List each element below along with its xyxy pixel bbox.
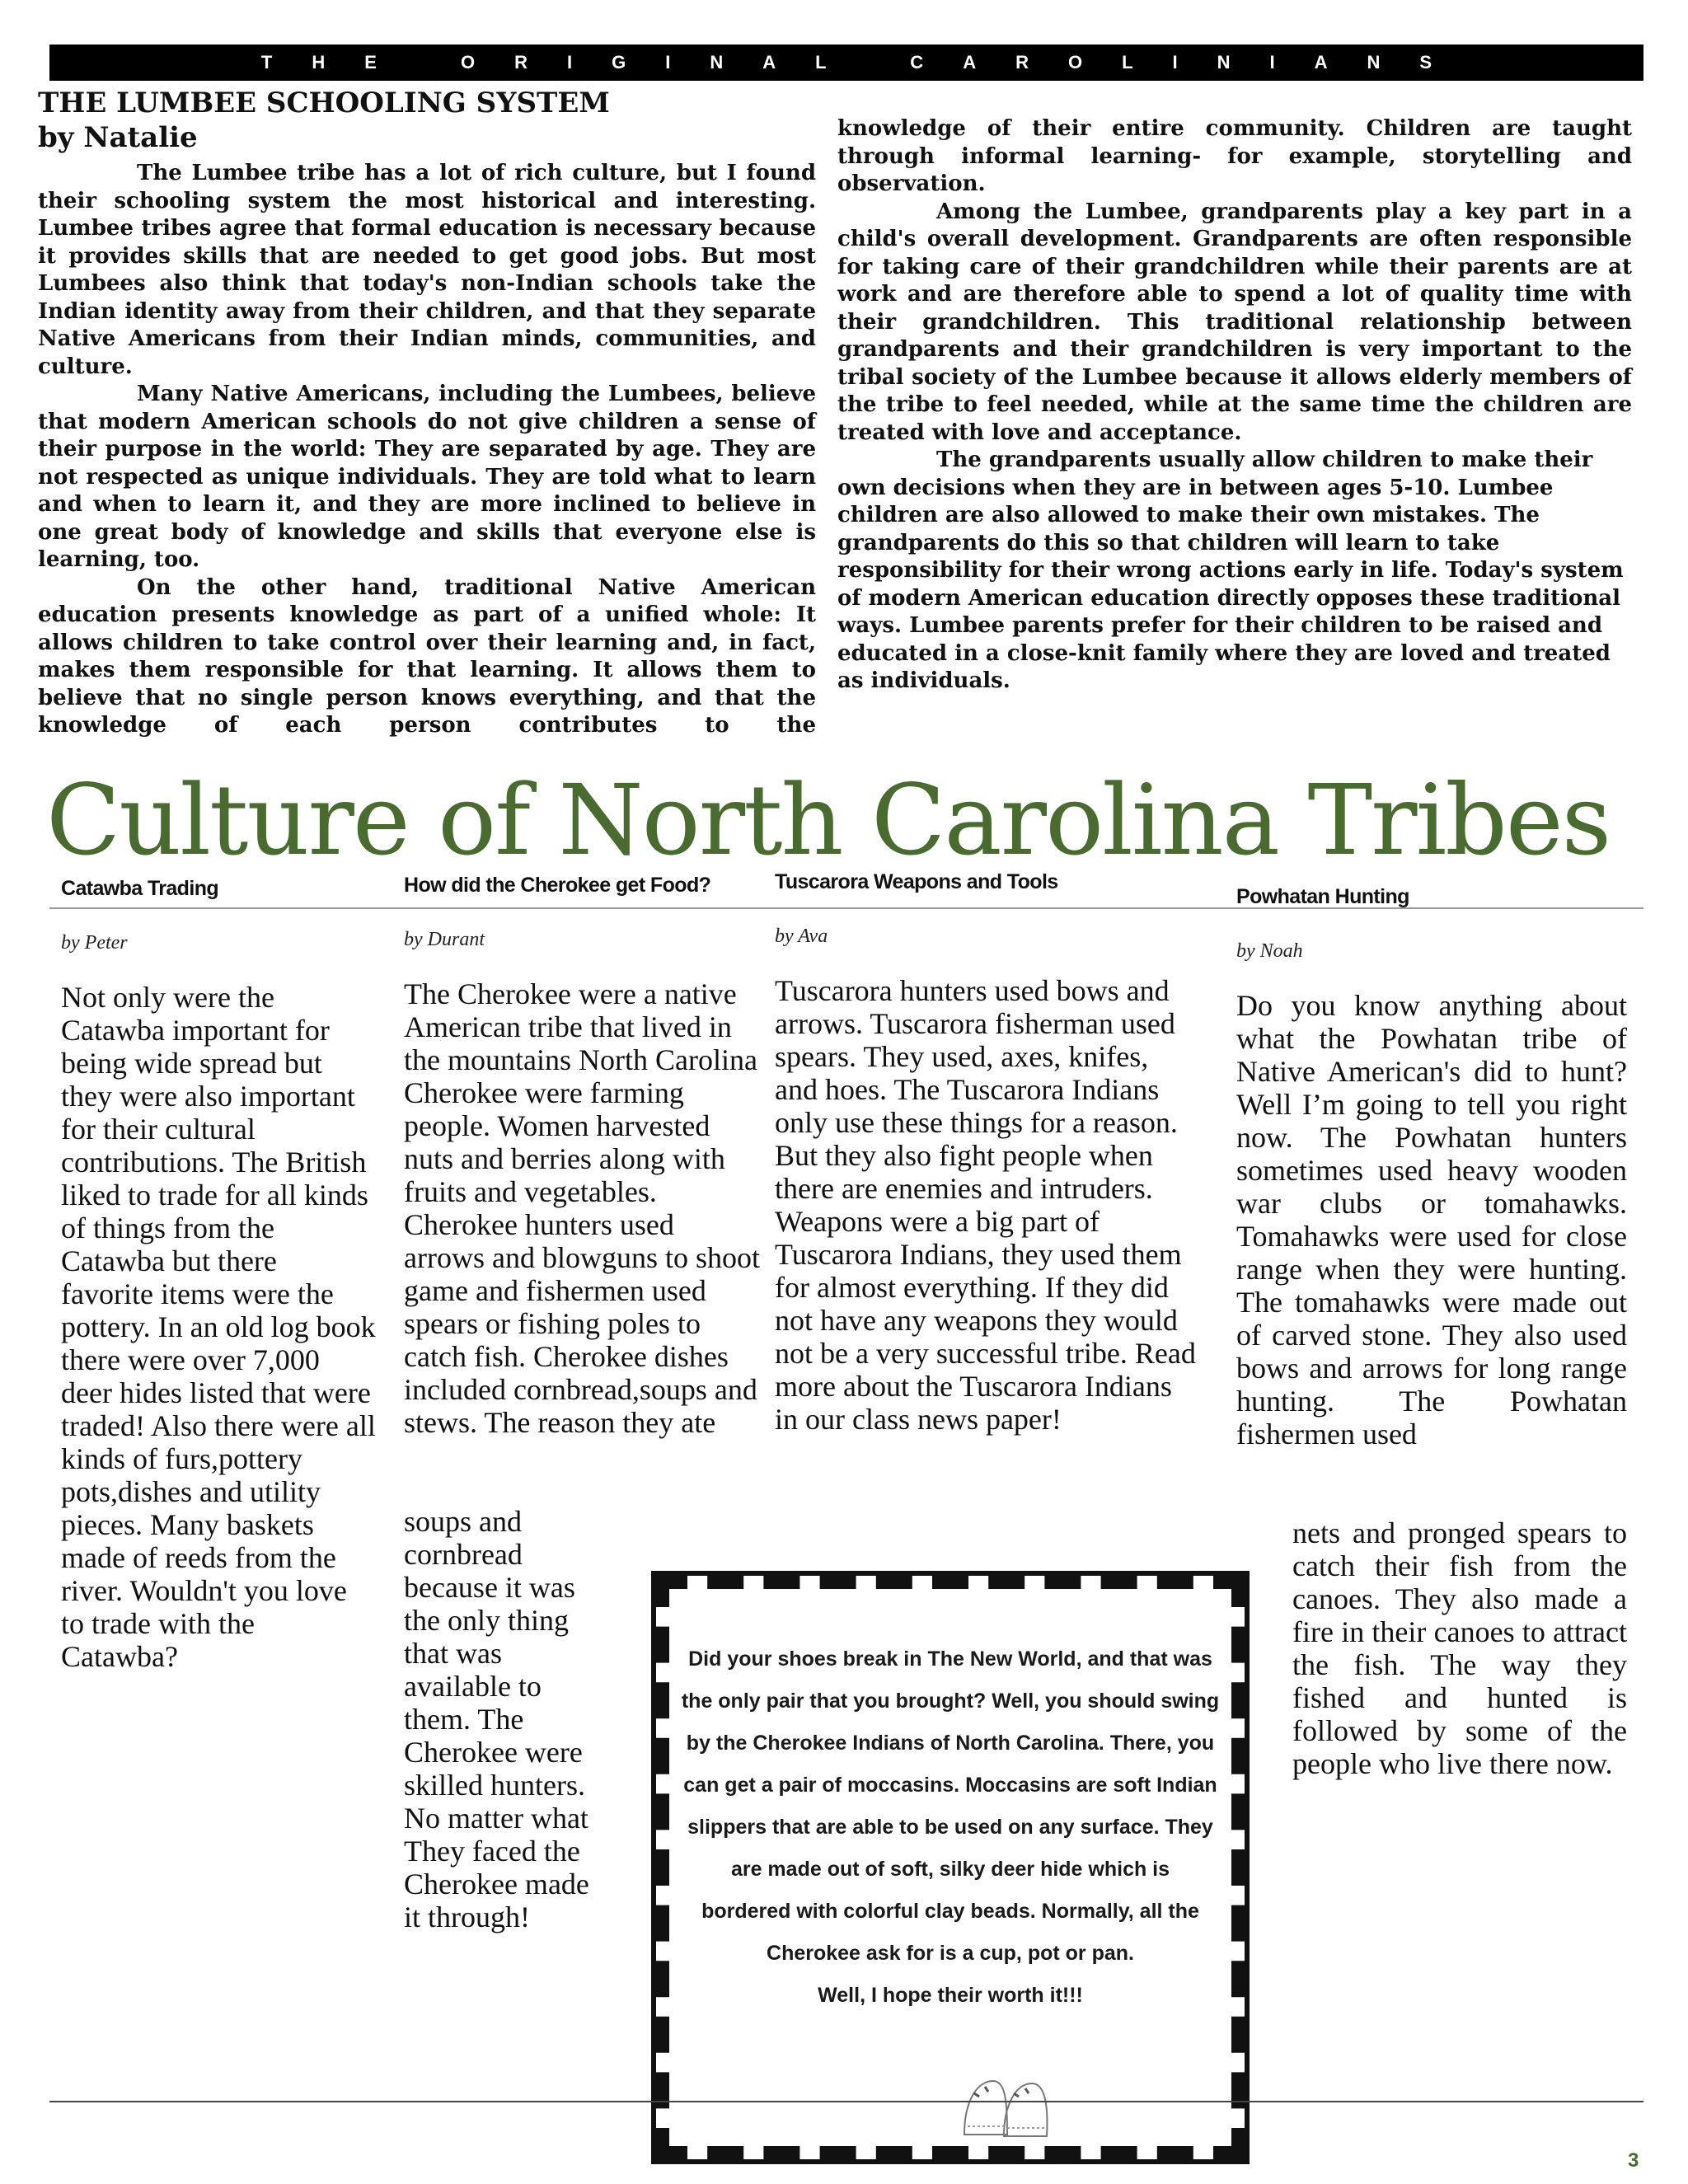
- moccasin-drawing-icon: [956, 2069, 1055, 2143]
- moccasin-line: slippers that are able to be used on any surface. They: [687, 1816, 1213, 1839]
- lumbee-title: THE LUMBEE SCHOOLING SYSTEM: [38, 87, 610, 120]
- moccasin-line: the only pair that you brought? Well, you should swing: [681, 1690, 1220, 1713]
- moccasin-sidebar-text: [666, 1638, 1235, 2017]
- top-banner: [49, 45, 1643, 81]
- cherokee-body: The Cherokee were a native American tribe that lived in the mountains North Carolina Cherokee were farming people. Women harvested nuts and berries along with fruits and vegetables. Cherokee hunters used arrows and blowguns to shoot game and fishermen used spears or fishing poles to catch fish. Cherokee dishes included cornbread,soups and stews. The reason they ate: [404, 977, 760, 1439]
- catawba-heading: Catawba Trading: [61, 877, 219, 900]
- cherokee-byline: by Durant: [404, 929, 485, 950]
- powhatan-byline: by Noah: [1236, 940, 1303, 962]
- lumbee-paragraph: The Lumbee tribe has a lot of rich culture, but I found their schooling system the most historical and interesting. Lumbee tribes agree that formal education is necessary because it provides skills that are needed to get good jobs. But most Lumbees also think that today's non-Indian schools take the Indian identity away from their children, and that they separate Native Americans from their Indian minds, communities, and culture.: [38, 161, 816, 379]
- cherokee-body-continued: soups and cornbread because it was the only thing that was available to them. The Cherokee were skilled hunters. No matter what They faced the Cherokee made it through!: [404, 1505, 589, 1933]
- banner-text: THE ORIGINAL CAROLINIANS: [260, 52, 1472, 73]
- page-number: 3: [1628, 2149, 1639, 2172]
- tuscarora-byline: by Ava: [775, 926, 828, 947]
- moccasin-line: Did your shoes break in The New World, and that was: [688, 1647, 1212, 1671]
- moccasin-line: can get a pair of moccasins. Moccasins are soft Indian: [683, 1774, 1217, 1797]
- cherokee-heading: How did the Cherokee get Food?: [404, 874, 711, 897]
- moccasin-line: bordered with colorful clay beads. Normally, all the: [701, 1900, 1199, 1923]
- catawba-body: Not only were the Catawba important for being wide spread but they were also important for their cultural contributions. The British liked to trade for all kinds of things from the Catawba but there favorite items were the pottery. In an old log book there were over 7,000 deer hides listed that were traded! Also there were all kinds of furs,pottery pots,dishes and utility pieces. Many baskets made of reeds from the river. Wouldn't you love to trade with the Catawba?: [61, 981, 376, 1673]
- lumbee-paragraph: The grandparents usually allow children to make their own decisions when they are in between ages 5-10. Lumbee children are also allowed to make their own mistakes. The grandparents do this so that children will learn to take responsibility for their wrong actions early in life. Today's system of modern American education directly opposes these traditional ways. Lumbee parents prefer for their children to be raised and educated in a close-knit family where they are loved and treated as individuals.: [837, 448, 1624, 693]
- moccasin-line: Cherokee ask for is a cup, pot or pan.: [767, 1942, 1134, 1965]
- moccasin-line: are made out of soft, silky deer hide which is: [730, 1858, 1170, 1881]
- lumbee-byline: by Natalie: [38, 121, 198, 154]
- lumbee-paragraph: On the other hand, traditional Native American education presents knowledge as part of a unified whole: It allows children to take control over their learning and, in fact, makes them responsible for that learning. It allows them to believe that no single person knows everything, and that the knowledge of each person contributes to the: [38, 574, 816, 738]
- lumbee-article-header: [38, 86, 846, 155]
- lumbee-paragraph: Many Native Americans, including the Lumbees, believe that modern American schools do not give children a sense of their purpose in the world: They are separated by age. They are not respected as unique individuals. They are told what to learn and when to learn it, and they are more inclined to believe in one great body of knowledge and skills that everyone else is learning, too.: [38, 382, 816, 572]
- tuscarora-heading: Tuscarora Weapons and Tools: [775, 870, 1058, 893]
- moccasin-line: by the Cherokee Indians of North Carolina. There, you: [686, 1732, 1215, 1755]
- tuscarora-body: Tuscarora hunters used bows and arrows. Tuscarora fisherman used spears. They used, axes, knifes, and hoes. The Tuscarora Indians only use these things for a reason. But they also fight people when there are enemies and intruders. Weapons were a big part of Tuscarora Indians, they used them for almost everything. If they did not have any weapons they would not be a very successful tribe. Read more about the Tuscarora Indians in our class news paper!: [775, 974, 1196, 1436]
- moccasin-line: Well, I hope their worth it!!!: [818, 1984, 1083, 2007]
- catawba-byline: by Peter: [61, 932, 128, 954]
- powhatan-heading: Powhatan Hunting: [1236, 885, 1409, 908]
- footer-rule: [49, 2101, 1643, 2102]
- lumbee-column-right: [837, 115, 1632, 696]
- lumbee-paragraph: Among the Lumbee, grandparents play a key part in a child's overall development. Grandparents are often responsible for taking care of their grandchildren while their parents are at work and are therefore able to spend a lot of quality time with their grandchildren. This traditional relationship between grandparents and their grandchildren is very important to the tribal society of the Lumbee because it allows elderly members of the tribe to feel needed, while at the same time the children are treated with love and acceptance.: [837, 199, 1632, 445]
- powhatan-body: Do you know anything about what the Powhatan tribe of Native American's did to hunt? Well I’m going to tell you right now. The Powhatan hunters sometimes used heavy wooden war clubs or tomahawks. Tomahawks were used for close range when they were hunting. The tomahawks were made out of carved stone. They also used bows and arrows for long range hunting. The Powhatan fishermen used: [1236, 989, 1627, 1451]
- lumbee-paragraph: knowledge of their entire community. Children are taught through informal learning- for example, storytelling and observation.: [837, 116, 1632, 196]
- lumbee-column-left: [38, 160, 816, 740]
- powhatan-body-continued: nets and pronged spears to catch their fish from the canoes. They also made a fire in their canoes to attract the fish. The way they fished and hunted is followed by some of the people who live there now.: [1292, 1516, 1627, 1780]
- section-headline: Culture of North Carolina Tribes: [46, 763, 1611, 877]
